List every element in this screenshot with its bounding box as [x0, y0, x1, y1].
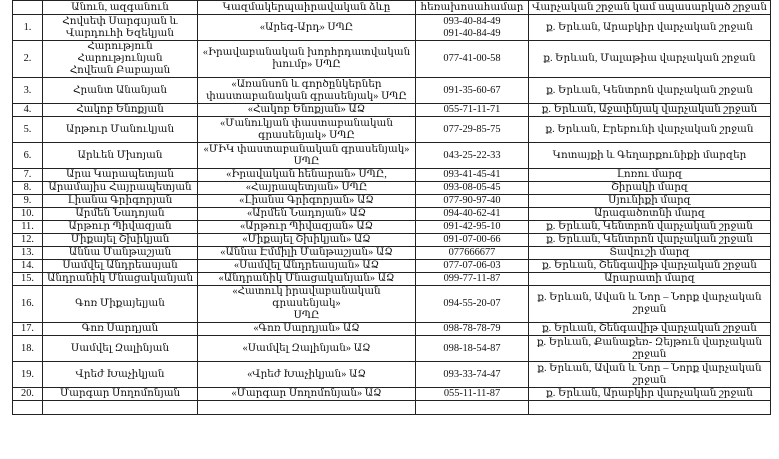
- row-address: [529, 388, 771, 401]
- header-address: Վարչական շրջան կամ սպասարկած շրջան: [529, 1, 771, 15]
- row-phone: [416, 336, 529, 362]
- row-address-line: Արագածոտնի մարզ: [593, 208, 706, 219]
- empty-cell: [529, 401, 771, 415]
- row-name-line: Հակոբ Ենոքյան: [76, 104, 164, 115]
- row-organization: [198, 117, 416, 143]
- table-row: [13, 41, 771, 78]
- table-row: [13, 362, 771, 388]
- row-name: [43, 15, 198, 41]
- row-address-line: Լոռու մարզ: [616, 169, 683, 180]
- row-address-line: ք. Երևան, Մալաթիա վարչական շրջան: [543, 53, 756, 64]
- row-name-line: Աննա Մանթաշյան: [68, 247, 172, 258]
- table-row: [13, 117, 771, 143]
- row-address-line: ք. Երևան, Արաբկիր վարչական շրջան: [546, 388, 753, 399]
- row-phone-line: 055-71-11-71: [443, 104, 501, 115]
- row-address: [529, 15, 771, 41]
- row-phone: [416, 362, 529, 388]
- row-address-line: շրջան: [632, 374, 667, 386]
- row-name-line: Արա Կարապետյան: [66, 169, 174, 180]
- table-row: [13, 234, 771, 247]
- row-phone: [416, 208, 529, 221]
- row-organization: [198, 208, 416, 221]
- row-name-line: Սամվել Անդրեասյան: [62, 260, 178, 271]
- row-organization: [198, 273, 416, 286]
- row-phone: [416, 78, 529, 104]
- row-name: [43, 41, 198, 78]
- row-organization-line: «Մարգար Սողոմոնյան» ԱՁ: [231, 388, 382, 399]
- row-phone-line: 093-40-84-49: [443, 15, 501, 27]
- row-address: [529, 234, 771, 247]
- row-organization-line: «Իրավական հենարան» ՍՊԸ,: [226, 169, 387, 180]
- row-name: [43, 247, 198, 260]
- row-address-line: Կոտայքի և Գեղարքունիքի մարզեր: [552, 149, 747, 161]
- empty-cell: [43, 401, 198, 415]
- row-name-line: Հովսեփ Սարգսյան և: [62, 15, 178, 27]
- row-organization: [198, 15, 416, 41]
- row-name: [43, 208, 198, 221]
- row-name: [43, 234, 198, 247]
- row-phone-line: 091-40-84-49: [443, 27, 501, 39]
- row-name: [43, 117, 198, 143]
- row-name: [43, 323, 198, 336]
- row-number: 10.: [13, 208, 43, 221]
- row-name-line: Արամայիս Հայրապետյան: [48, 182, 192, 193]
- row-phone-line: 094-55-20-07: [443, 298, 501, 309]
- row-address-line: ք. Երևան, Արաբկիր վարչական շրջան: [546, 21, 753, 33]
- table-row: [13, 143, 771, 169]
- row-phone: [416, 273, 529, 286]
- row-address: [529, 169, 771, 182]
- row-organization: [198, 388, 416, 401]
- row-organization-line: ՍՊԸ: [293, 310, 320, 321]
- row-address-line: ք. Երևան, Ավան և Նոր – Նորք վարչական: [537, 362, 762, 374]
- row-organization: [198, 323, 416, 336]
- row-phone-line: 099-77-11-87: [443, 273, 501, 284]
- row-number: 17.: [13, 323, 43, 336]
- row-phone-line: 043-25-22-33: [443, 149, 501, 161]
- row-number: 4.: [13, 104, 43, 117]
- row-name: [43, 143, 198, 169]
- row-phone-line: 077-29-85-75: [443, 123, 501, 135]
- row-name: [43, 362, 198, 388]
- row-organization: [198, 336, 416, 362]
- row-address: [529, 208, 771, 221]
- row-name-line: Սամվել Զալինյան: [70, 342, 170, 354]
- row-organization-line: խումբ» ՍՊԸ: [272, 59, 341, 70]
- header-number: [13, 1, 43, 15]
- row-phone: [416, 143, 529, 169]
- row-organization: [198, 234, 416, 247]
- table-row: [13, 273, 771, 286]
- row-phone: [416, 221, 529, 234]
- row-number: 12.: [13, 234, 43, 247]
- table-row: [13, 221, 771, 234]
- row-address-line: ք. Երևան, Կենտրոն վարչական շրջան: [546, 221, 753, 232]
- row-phone: [416, 323, 529, 336]
- row-address-line: Տավուշի մարզ: [609, 247, 690, 258]
- row-phone-line: 098-18-54-87: [443, 342, 501, 354]
- row-organization: [198, 104, 416, 117]
- row-name: [43, 182, 198, 195]
- row-name-line: Արթուր Պիվազյան: [68, 221, 172, 232]
- row-phone: [416, 169, 529, 182]
- row-address: [529, 104, 771, 117]
- table-row: [13, 169, 771, 182]
- row-address: [529, 221, 771, 234]
- lawyer-list-table: [12, 0, 771, 415]
- row-organization: [198, 182, 416, 195]
- lawyer-list-sheet: [12, 0, 770, 415]
- row-address-line: ք. Երևան, Կենտրոն վարչական շրջան: [546, 84, 753, 96]
- row-organization-line: «Արմեն Նադոյան» ԱՁ: [246, 208, 367, 219]
- row-name: [43, 260, 198, 273]
- row-number: 9.: [13, 195, 43, 208]
- row-address-line: Շիրակի մարզ: [610, 182, 689, 193]
- row-organization-line: փաստաբանական գրասենյակ» ՍՊԸ: [206, 90, 407, 102]
- table-row: [13, 286, 771, 323]
- empty-cell: [198, 401, 416, 415]
- row-name-line: Մարգար Սողոմոնյան: [59, 388, 181, 399]
- table-body: [13, 15, 771, 401]
- row-address-line: ք. Երևան, Կենտրոն վարչական շրջան: [546, 234, 753, 245]
- row-address: [529, 362, 771, 388]
- row-address-line: Սյունիքի մարզ: [608, 195, 691, 206]
- row-organization-line: գրասենյակ» ՍՊԸ: [258, 129, 355, 141]
- row-organization: [198, 143, 416, 169]
- row-phone: [416, 117, 529, 143]
- row-organization-line: «Մանուկյան փաստաբանական: [219, 117, 393, 129]
- row-name: [43, 169, 198, 182]
- row-name-line: Գոռ Սարդյան: [81, 323, 159, 334]
- row-number: 15.: [13, 273, 43, 286]
- row-phone-line: 077666677: [448, 247, 496, 258]
- row-organization-line: «Սամվել Անդրեասյան» ԱՁ: [233, 260, 380, 271]
- row-address: [529, 273, 771, 286]
- row-name: [43, 273, 198, 286]
- row-organization-line: «Հայրապետյան» ՍՊԸ: [245, 182, 368, 193]
- row-number: 14.: [13, 260, 43, 273]
- row-organization-line: «Աննա Էմմիլի Մանթաշյան» ԱՁ: [220, 247, 393, 258]
- row-organization-line: «Առանսոն և գործընկերներ: [231, 78, 382, 90]
- header-phone: հեռախոսահամար: [416, 1, 529, 15]
- row-number: 18.: [13, 336, 43, 362]
- row-phone: [416, 182, 529, 195]
- row-name-line: Հարություն Հարությունյան: [77, 41, 163, 64]
- row-address-line: ք. Երևան, Քանաքեռ- Զեյթուն վարչական: [536, 336, 763, 348]
- table-row: [13, 182, 771, 195]
- row-number: 13.: [13, 247, 43, 260]
- row-phone: [416, 234, 529, 247]
- row-organization-line: «Գոռ Սարդյան» ԱՁ: [253, 323, 360, 334]
- row-phone-line: 077-90-97-40: [443, 195, 501, 206]
- row-number: 1.: [13, 15, 43, 41]
- row-organization: [198, 78, 416, 104]
- empty-cell: [13, 401, 43, 415]
- row-phone: [416, 41, 529, 78]
- header-organization: Կազմակերպաիրավական ձևը: [198, 1, 416, 15]
- row-name-line: Միքայել Շխիկյան: [70, 234, 170, 245]
- row-name: [43, 104, 198, 117]
- row-organization: [198, 362, 416, 388]
- row-address-line: ք. Երևան, Շենգավիթ վարչական շրջան: [542, 260, 757, 271]
- row-organization: [198, 247, 416, 260]
- row-number: 2.: [13, 41, 43, 78]
- row-name-line: Լիանա Գրիգորյան: [67, 195, 173, 206]
- row-organization-line: ՍՊԸ: [293, 155, 320, 167]
- row-name-line: Գոռ Միքայելյան: [75, 298, 165, 309]
- row-name-line: Արթուր Մանուկյան: [65, 123, 175, 135]
- row-address-line: ք. Երևան, Ավան և Նոր – Նորք վարչական: [537, 292, 762, 303]
- row-address-line: ք. Երևան, Աջափնյակ վարչական շրջան: [541, 104, 758, 115]
- header-name: Անուն, ազգանուն: [43, 1, 198, 15]
- table-row: [13, 336, 771, 362]
- row-phone-line: 077-07-06-03: [443, 260, 501, 271]
- row-phone: [416, 15, 529, 41]
- row-organization-line: «Սամվել Զալինյան» ԱՁ: [242, 342, 371, 354]
- row-organization: [198, 195, 416, 208]
- row-organization: [198, 169, 416, 182]
- row-address: [529, 78, 771, 104]
- empty-cell: [416, 401, 529, 415]
- row-address: [529, 117, 771, 143]
- row-organization-line: «Միքայել Շխիկյան» ԱՁ: [242, 234, 371, 245]
- row-organization-line: «Իրավաբանական խորհրդատվական: [202, 47, 411, 58]
- table-row: [13, 247, 771, 260]
- row-number: 6.: [13, 143, 43, 169]
- row-phone-line: 077-41-00-58: [443, 53, 501, 64]
- row-address: [529, 182, 771, 195]
- row-address-line: Արարատի մարզ: [604, 273, 695, 284]
- row-address: [529, 247, 771, 260]
- row-phone-line: 091-42-95-10: [443, 221, 501, 232]
- row-number: 7.: [13, 169, 43, 182]
- row-phone-line: 091-35-60-67: [443, 84, 501, 96]
- row-name-line: Վրեժ Խաչիկյան: [75, 368, 165, 380]
- table-row: [13, 104, 771, 117]
- row-phone-line: 093-33-74-47: [443, 368, 501, 380]
- row-organization: [198, 41, 416, 78]
- row-number: 16.: [13, 286, 43, 323]
- row-number: 11.: [13, 221, 43, 234]
- row-address-line: ք. Երևան, Էրեբունի վարչական շրջան: [545, 123, 754, 135]
- row-name: [43, 388, 198, 401]
- row-address-line: շրջան: [632, 348, 667, 360]
- row-name: [43, 221, 198, 234]
- row-address: [529, 323, 771, 336]
- row-organization: [198, 221, 416, 234]
- row-name: [43, 78, 198, 104]
- row-phone: [416, 104, 529, 117]
- row-name-line: Հրանտ Անանյան: [72, 84, 168, 96]
- row-name: [43, 336, 198, 362]
- row-number: 20.: [13, 388, 43, 401]
- table-row: [13, 208, 771, 221]
- row-number: 5.: [13, 117, 43, 143]
- row-name-line: Հովեան Բաբայան: [69, 65, 171, 76]
- row-name: [43, 195, 198, 208]
- row-name-line: Արմեն Նադոյան: [75, 208, 165, 219]
- row-phone-line: 093-08-05-45: [443, 182, 501, 193]
- row-address: [529, 195, 771, 208]
- row-phone: [416, 388, 529, 401]
- row-organization-line: «Անդրանիկ Մնացականյան» ԱՁ: [218, 273, 395, 284]
- table-row: [13, 323, 771, 336]
- row-phone-line: 093-41-45-41: [443, 169, 501, 180]
- row-name-line: Արևեն Մխոյան: [77, 149, 163, 161]
- table-row: [13, 195, 771, 208]
- table-row: [13, 388, 771, 401]
- row-address: [529, 260, 771, 273]
- table-header-row: [13, 1, 771, 15]
- row-phone: [416, 247, 529, 260]
- table-row: [13, 15, 771, 41]
- row-number: 8.: [13, 182, 43, 195]
- row-phone: [416, 286, 529, 323]
- row-organization-line: «Հատուկ իրավաբանական գրասենյակ»: [232, 286, 381, 309]
- row-name-line: Վարդուհի Եզեկյան: [66, 27, 174, 39]
- row-organization-line: «Վրեժ Խաչիկյան» ԱՁ: [247, 368, 366, 380]
- row-address: [529, 41, 771, 78]
- row-organization-line: «ՄԻԿ փաստաբանական գրասենյակ»: [203, 143, 410, 155]
- table-row: [13, 78, 771, 104]
- row-phone: [416, 195, 529, 208]
- row-address: [529, 286, 771, 323]
- row-organization-line: «Լիանա Գրիգորյան» ԱՁ: [239, 195, 374, 206]
- row-address: [529, 143, 771, 169]
- row-address-line: շրջան: [632, 304, 667, 315]
- row-organization: [198, 286, 416, 323]
- row-organization-line: «Արթուր Պիվազյան» ԱՁ: [239, 221, 374, 232]
- row-phone-line: 091-07-00-66: [443, 234, 501, 245]
- row-address: [529, 336, 771, 362]
- row-organization-line: «Հակոբ Ենոքյան» ԱՁ: [247, 104, 366, 115]
- row-number: 3.: [13, 78, 43, 104]
- row-address-line: ք. Երևան, Շենգավիթ վարչական շրջան: [542, 323, 757, 334]
- row-organization-line: «Արեգ-Արդ» ՍՊԸ: [259, 21, 354, 33]
- table-bottom-row: [13, 401, 771, 415]
- table-row: [13, 260, 771, 273]
- row-name: [43, 286, 198, 323]
- row-number: 19.: [13, 362, 43, 388]
- row-phone-line: 094-40-62-41: [443, 208, 501, 219]
- row-phone-line: 098-78-78-79: [443, 323, 501, 334]
- row-phone-line: 055-11-11-87: [443, 388, 501, 399]
- row-organization: [198, 260, 416, 273]
- row-phone: [416, 260, 529, 273]
- row-name-line: Անդրանիկ Մնացականյան: [46, 273, 194, 284]
